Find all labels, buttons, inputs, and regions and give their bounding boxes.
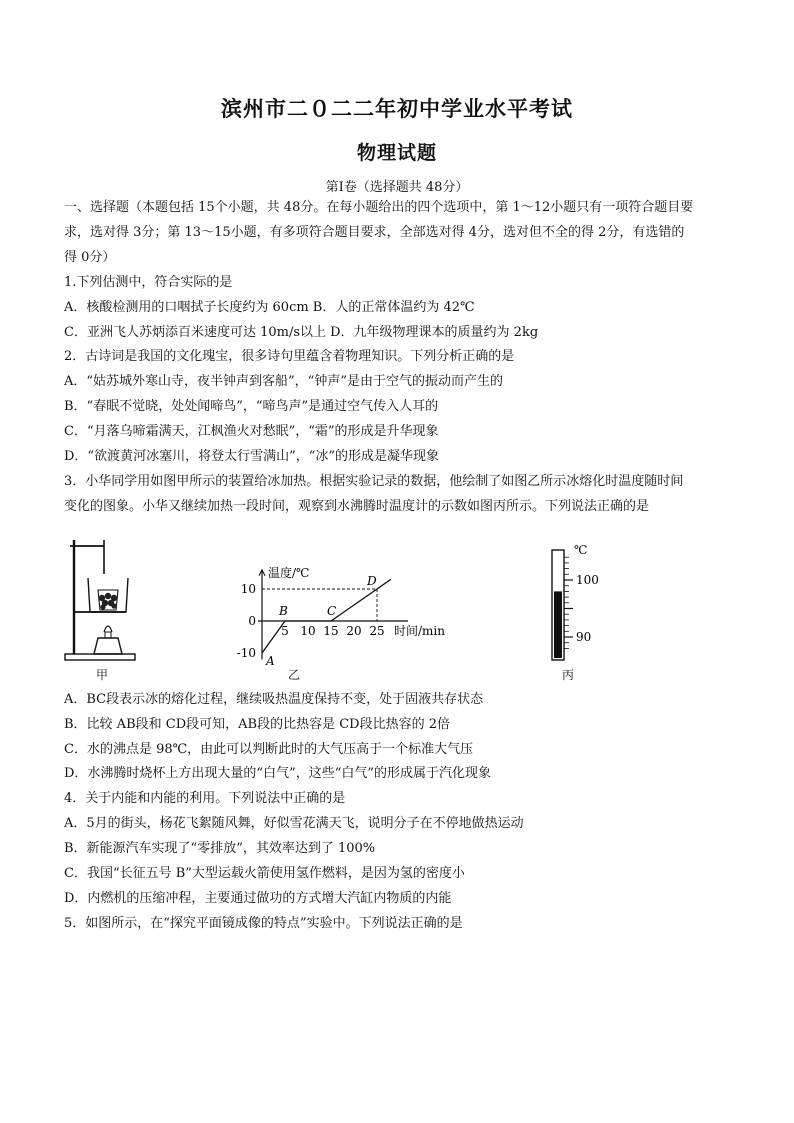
intro-line-1: 一、选择题（本题包括 15个小题，共 48分。在每小题给出的四个选项中，第 1～12小题只有一项符合题目要 (64, 200, 694, 215)
subject-title: 物理试题 (356, 142, 437, 164)
lamp-wick (105, 632, 111, 638)
q4-option-c: C．我国“长征五号 B”大型运载火箭使用氢作燃料，是因为氢的密度小 (64, 866, 465, 881)
ice-cubes (99, 593, 117, 610)
point-label-B: B (279, 604, 288, 618)
intro-line-3: 得 0分） (64, 250, 116, 265)
segment-CD (331, 589, 377, 621)
thermometer-ticks (564, 557, 573, 648)
q4-stem: 4．关于内能和内能的利用。下列说法中正确的是 (64, 791, 346, 806)
intro-line-2: 求，选对得 3分；第 13～15小题，有多项符合题目要求，全部选对得 4分，选对但不全的得 2分，有选错的 (64, 225, 685, 240)
figure-thermometer (540, 540, 610, 665)
caption-chart: 乙 (288, 668, 301, 682)
thermometer-label-90: 90 (576, 630, 592, 644)
y-tick-label-0: 0 (248, 614, 256, 628)
point-label-C: C (327, 604, 337, 618)
thermometer-label-100: 100 (576, 573, 599, 587)
q3-stem-line-2: 变化的图象。小华又继续加热一段时间，观察到水沸腾时温度计的示数如图丙所示。下列说法正确的是 (64, 499, 650, 514)
q1-stem: 1.下列估测中，符合实际的是 (64, 275, 233, 290)
q2-option-c: C．“月落乌啼霜满天，江枫渔火对愁眠”，“霜”的形成是升华现象 (64, 424, 439, 439)
q4-option-a: A．5月的街头，杨花飞絮随风舞，好似雪花满天飞，说明分子在不停地做热运动 (64, 816, 524, 831)
q1-options-cd: C．亚洲飞人苏炳添百米速度可达 10m/s以上 D．九年级物理课本的质量约为 2kg (64, 325, 539, 340)
y-tick-label--10: -10 (236, 646, 256, 660)
segment-after-d (377, 579, 391, 589)
alcohol-lamp (94, 638, 122, 654)
x-tick-label-10: 10 (300, 624, 316, 638)
q3-option-b: B．比较 AB段和 CD段可知，AB段的比热容是 CD段比热容的 2倍 (64, 717, 450, 732)
q4-option-b: B．新能源汽车实现了“零排放”，其效率达到了 100% (64, 841, 376, 856)
q3-option-a: A．BC段表示冰的熔化过程，继续吸热温度保持不变，处于固液共存状态 (64, 692, 484, 707)
q4-option-d: D．内燃机的压缩冲程，主要通过做功的方式增大汽缸内物质的内能 (64, 891, 452, 906)
x-tick-label-20: 20 (346, 624, 362, 638)
stand-base (65, 654, 135, 660)
thermometer-liquid (554, 591, 562, 658)
x-axis-label: 时间/min (394, 624, 445, 638)
point-label-A: A (266, 654, 275, 666)
q2-option-d: D．“欲渡黄河冰塞川，将登太行雪满山”，“冰”的形成是凝华现象 (64, 449, 440, 464)
q5-stem: 5．如图所示，在“探究平面镜成像的特点”实验中。下列说法正确的是 (64, 916, 463, 931)
exam-title: 滨州市二０二二年初中学业水平考试 (221, 96, 573, 121)
figure-apparatus (60, 536, 160, 666)
x-tick-label-5: 5 (281, 624, 289, 638)
q1-options-ab: A．核酸检测用的口咽拭子长度约为 60cm B．人的正常体温约为 42℃ (64, 300, 475, 315)
x-tick-label-15: 15 (323, 624, 339, 638)
flame (104, 626, 112, 632)
q3-option-c: C．水的沸点是 98℃，由此可以判断此时的大气压高于一个标准大气压 (64, 742, 474, 757)
q2-option-a: A．“姑苏城外寒山寺，夜半钟声到客船”，“钟声”是由于空气的振动而产生的 (64, 374, 503, 389)
q2-option-b: B．“春眠不觉晓，处处闻啼鸟”，“啼鸟声”是通过空气传入人耳的 (64, 399, 439, 414)
q3-option-d: D．水沸腾时烧杯上方出现大量的“白气”，这些“白气”的形成属于汽化现象 (64, 766, 492, 781)
x-tick-label-25: 25 (369, 624, 385, 638)
y-axis-label: 温度/℃ (268, 565, 310, 580)
q2-stem: 2．古诗词是我国的文化瑰宝，很多诗句里蕴含着物理知识。下列分析正确的是 (64, 349, 515, 364)
thermometer-unit: ℃ (574, 543, 588, 557)
caption-apparatus: 甲 (96, 668, 109, 682)
point-label-D: D (367, 574, 377, 588)
q3-stem-line-1: 3．小华同学用如图甲所示的装置给冰加热。根据实验记录的数据，他绘制了如图乙所示冰熔化时温度随时间 (64, 474, 684, 489)
temperature-time-chart (226, 541, 456, 666)
caption-thermometer: 丙 (562, 668, 575, 682)
part-heading: 第Ⅰ卷（选择题共 48分） (325, 180, 469, 195)
y-tick-label-10: 10 (240, 582, 256, 596)
